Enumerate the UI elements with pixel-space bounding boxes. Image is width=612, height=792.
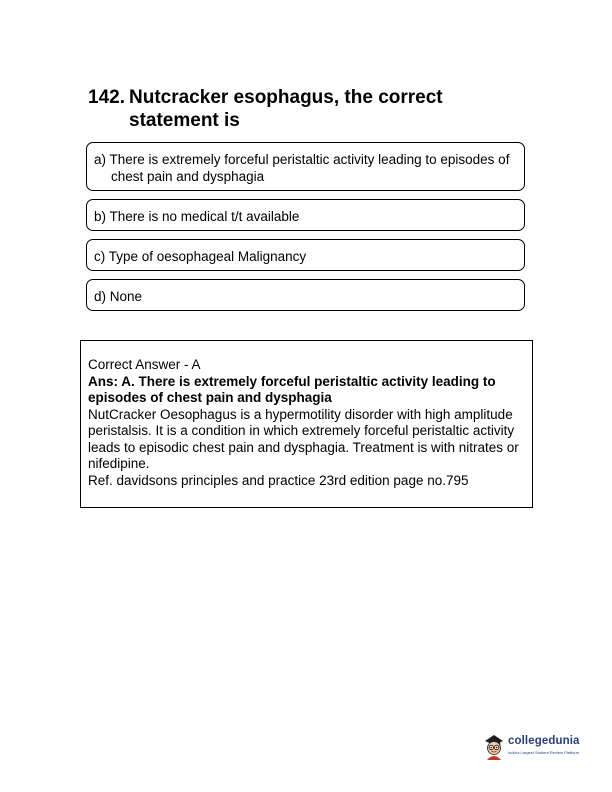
logo-tagline: India's Largest Student Review Platform bbox=[508, 750, 580, 755]
option-b[interactable] bbox=[86, 199, 525, 231]
answer-heading: Ans: A. There is extremely forceful peristaltic activity leading to episodes of chest pain and dysphagia bbox=[88, 373, 496, 405]
logo-brand: collegedunia bbox=[508, 735, 580, 747]
option-a-text: a) There is extremely forceful peristaltic activity leading to episodes of chest pain and dysphagia bbox=[94, 152, 510, 184]
question-title bbox=[88, 86, 528, 132]
answer-reference: Ref. davidsons principles and practice 23rd edition page no.795 bbox=[88, 472, 469, 488]
option-c-text: c) Type of oesophageal Malignancy bbox=[94, 249, 307, 264]
question-number: 142. bbox=[88, 87, 125, 108]
option-c[interactable] bbox=[86, 239, 525, 271]
option-a[interactable] bbox=[86, 142, 525, 191]
collegedunia-logo bbox=[482, 730, 582, 764]
option-d-text: d) None bbox=[94, 289, 143, 304]
option-b-text: b) There is no medical t/t available bbox=[94, 209, 300, 224]
mascot-icon bbox=[482, 732, 506, 762]
answer-box bbox=[80, 340, 533, 508]
option-d[interactable] bbox=[86, 279, 525, 311]
question-text: Nutcracker esophagus, the correct statement is bbox=[129, 87, 443, 131]
answer-explanation: NutCracker Oesophagus is a hypermotility disorder with high amplitude peristalsis. It is a condition in which extremely forceful peristaltic activity leads to episodic chest pain and dysphagia. Treatment is with nitrates or nifedipine. bbox=[88, 406, 519, 471]
correct-answer-label: Correct Answer - A bbox=[88, 357, 201, 372]
